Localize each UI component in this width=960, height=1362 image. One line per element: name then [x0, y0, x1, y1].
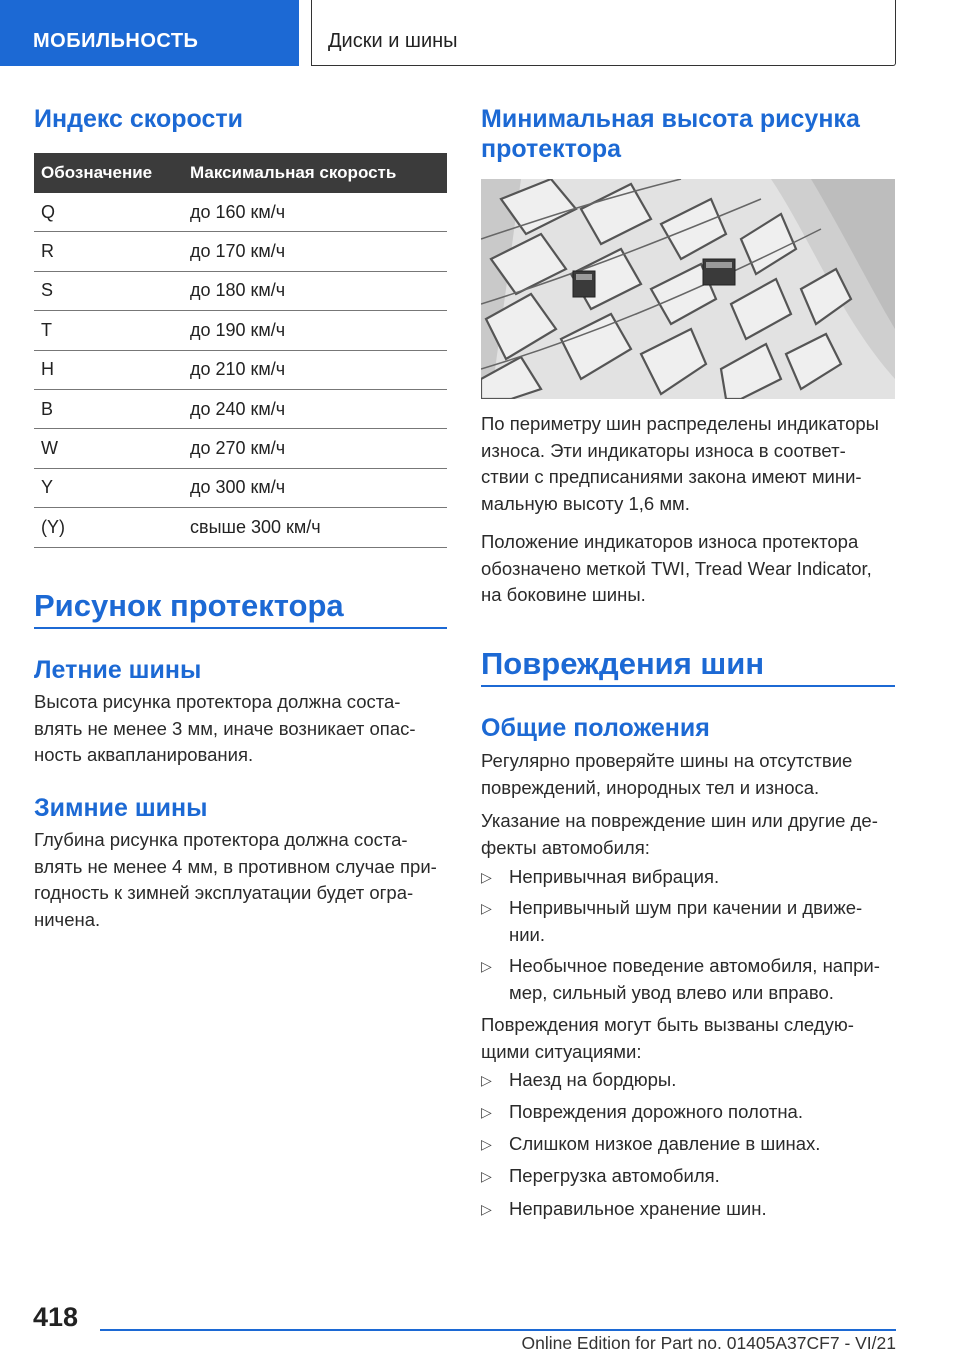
tire-damage-heading: Повреждения шин — [481, 646, 765, 681]
text-line: ность аквапланирования. — [34, 744, 254, 765]
speed-index-table — [34, 153, 447, 548]
speed-index-heading: Индекс скорости — [34, 105, 243, 133]
speed-value: до 190 км/ч — [190, 319, 286, 340]
check-tires-text — [481, 748, 901, 801]
speed-value: до 180 км/ч — [190, 280, 286, 301]
text-line: мер, сильный увод влево или вправо. — [509, 981, 834, 1003]
text-line: По периметру шин распределены индикаторы — [481, 413, 879, 434]
text-line: фекты автомобиля: — [481, 836, 650, 858]
twi-position-text — [481, 529, 901, 609]
text-line: Непривычный шум при качении и движе- — [509, 897, 863, 918]
bullet-triangle-icon: ▷ — [481, 1168, 492, 1184]
tire-tread-drawing — [481, 179, 895, 399]
text-line: износа. Эти индикаторы износа в соответ- — [481, 439, 846, 461]
page-number: 418 — [33, 1302, 79, 1332]
chapter-title: Диски и шины — [311, 0, 896, 66]
speed-value: до 170 км/ч — [190, 241, 286, 262]
text-line: Регулярно проверяйте шины на отсутствие — [481, 750, 853, 771]
text-line: Положение индикаторов износа протектора — [481, 531, 859, 552]
speed-code: H — [41, 359, 54, 380]
table-row — [34, 429, 447, 468]
text-line: годность к зимней эксплуатации будет огра- — [34, 882, 414, 903]
tread-heading-rule — [34, 627, 447, 629]
heading-line: Минимальная высота рисунка — [481, 105, 860, 133]
speed-code: B — [41, 398, 54, 419]
bullet-triangle-icon: ▷ — [481, 869, 492, 885]
speed-code: R — [41, 241, 54, 262]
table-row — [34, 390, 447, 429]
speed-code: T — [41, 319, 52, 340]
speed-value: свыше 300 км/ч — [190, 516, 321, 537]
table-row — [34, 311, 447, 350]
table-header — [34, 153, 447, 193]
text-line: Высота рисунка протектора должна соста- — [34, 691, 401, 712]
edition-footer: Online Edition for Part no. 01405A37CF7 - VI/21 — [521, 1333, 896, 1353]
table-row — [34, 232, 447, 271]
winter-tires-text — [34, 827, 454, 933]
table-row — [34, 351, 447, 390]
min-height-heading — [481, 104, 860, 164]
text-line: Неправильное хранение шин. — [509, 1198, 767, 1219]
footer-rule — [100, 1329, 896, 1331]
text-line: Слишком низкое давление в шинах. — [509, 1133, 821, 1154]
text-line: мальную высоту 1,6 мм. — [481, 492, 690, 514]
text-line: Необычное поведение автомобиля, напри- — [509, 955, 880, 976]
column-header-code: Обозначение — [41, 163, 153, 182]
bullet-triangle-icon: ▷ — [481, 1201, 492, 1217]
text-line: Перегрузка автомобиля. — [509, 1165, 720, 1186]
bullet-triangle-icon: ▷ — [481, 1136, 492, 1152]
section-tab: МОБИЛЬНОСТЬ — [0, 0, 299, 66]
speed-value: до 300 км/ч — [190, 477, 286, 498]
speed-code: S — [41, 280, 54, 301]
text-line: Повреждения могут быть вызваны следую- — [481, 1014, 854, 1035]
page-header — [0, 0, 960, 66]
bullet-triangle-icon: ▷ — [481, 1072, 492, 1088]
text-line: повреждений, инородных тел и износа. — [481, 776, 820, 798]
bullet-triangle-icon: ▷ — [481, 1104, 492, 1120]
column-header-speed: Максимальная скорость — [190, 163, 397, 182]
summer-tires-text — [34, 689, 454, 769]
table-row — [34, 272, 447, 311]
text-line: щими ситуациями: — [481, 1040, 642, 1062]
tread-wear-indicator-illustration — [481, 179, 895, 399]
speed-code: (Y) — [41, 516, 65, 537]
text-line: Наезд на бордюры. — [509, 1069, 677, 1090]
damage-causes-text — [481, 1012, 901, 1065]
damage-heading-rule — [481, 685, 895, 687]
summer-tires-heading: Летние шины — [34, 656, 202, 684]
text-line: влять не менее 3 мм, иначе возникает опас- — [34, 717, 416, 739]
speed-value: до 210 км/ч — [190, 359, 286, 380]
text-line: обозначено меткой TWI, Tread Wear Indicator, — [481, 557, 872, 579]
tread-chapter-heading: Рисунок протектора — [34, 588, 344, 623]
speed-code: Y — [41, 477, 54, 498]
speed-value: до 160 км/ч — [190, 201, 286, 222]
text-line: Непривычная вибрация. — [509, 866, 720, 887]
text-line: влять не менее 4 мм, в противном случае при- — [34, 855, 437, 877]
table-row — [34, 508, 447, 547]
speed-value: до 270 км/ч — [190, 438, 286, 459]
text-line: на боковине шины. — [481, 584, 646, 605]
text-line: ничена. — [34, 908, 101, 930]
text-line: нии. — [509, 923, 546, 945]
text-line: ствии с предписаниями закона имеют мини- — [481, 466, 862, 487]
damage-signs-text — [481, 808, 901, 861]
speed-code: W — [41, 438, 58, 459]
table-row — [34, 193, 447, 232]
speed-value: до 240 км/ч — [190, 398, 286, 419]
text-line: Повреждения дорожного полотна. — [509, 1101, 803, 1122]
wear-indicator-text — [481, 411, 901, 517]
text-line: Глубина рисунка протектора должна соста- — [34, 829, 408, 850]
table-row — [34, 469, 447, 508]
winter-tires-heading: Зимние шины — [34, 794, 208, 822]
bullet-triangle-icon: ▷ — [481, 958, 492, 974]
heading-line: протектора — [481, 135, 622, 163]
general-heading: Общие положения — [481, 714, 710, 742]
bullet-triangle-icon: ▷ — [481, 900, 492, 916]
text-line: Указание на повреждение шин или другие де- — [481, 810, 878, 831]
speed-code: Q — [41, 201, 56, 222]
